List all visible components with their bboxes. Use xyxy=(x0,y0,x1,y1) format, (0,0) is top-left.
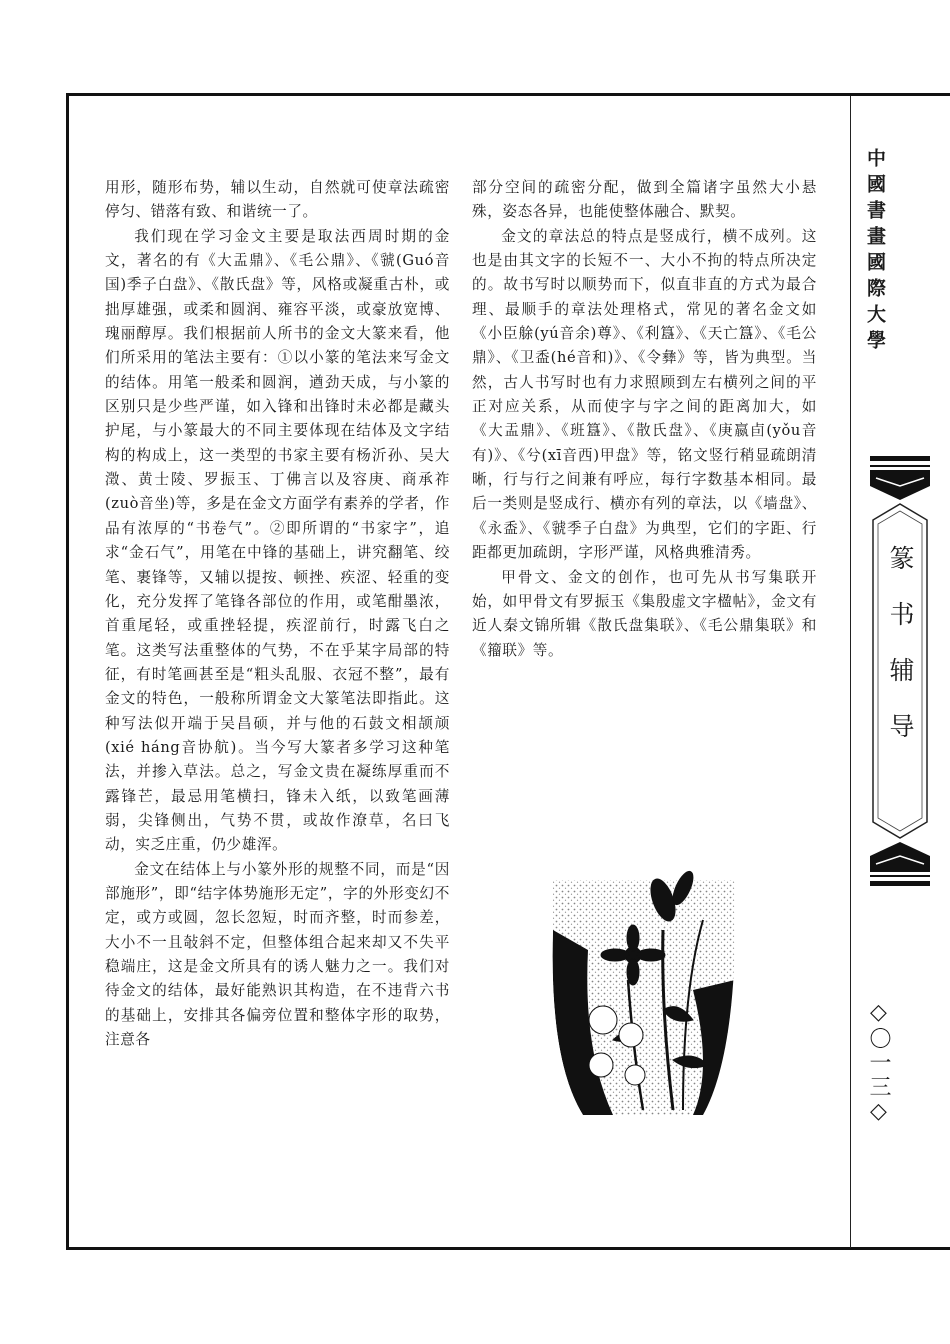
page-number: ◇〇一三◇ xyxy=(866,1000,891,1126)
paragraph: 甲骨文、金文的创作，也可先从书写集联开始，如甲骨文有罗振玉《集殷虚文字楹帖》，金文有近人秦文锦所辑《散氏盘集联》、《毛公鼎集联》和《籀联》等。 xyxy=(472,568,817,659)
paragraph: 金文在结体上与小篆外形的规整不同，而是“因部施形”，即“结字体势施形无定”，字的外形变幻不定，或方或圆，忽长忽短，时而齐整，时而参差，大小不一且敧斜不定，但整体组合起来却又不失平稳端庄，这是金文所具有的诱人魅力之一。我们对待金文的结体，最好能熟识其构造，在不违背六书的基础上，安排其各偏旁位置和整体字形的取势，注意各 xyxy=(105,860,450,1049)
paragraph: 金文的章法总的特点是竖成行，横不成列。这也是由其文字的长短不一、大小不拘的特点所决定的。故书写时以顺势而下，似直非直的方式为最合理、最顺手的章法处理格式，常见的著名金文如《小臣艅(yú音余)尊》、《利簋》、《天亡簋》、《毛公鼎》、《卫盉(hé音和)》、《令彝》等，皆为典型。当然，古人书写时也有力求照顾到左右横列之间的平正对应关系，从而使字与字之间的距离加大，如《大盂鼎》、《班簋》、《散氏盘》、《庚嬴卣(yǒu音有)》、《兮(xī音西)甲盘》等，铭文竖行稍显疏朗清晰，行与行之间兼有呼应，每行字数基本相同。最后一类则是竖成行、横亦有列的章法，以《墙盘》、《永盉》、《虢季子白盘》为典型，它们的字距、行距都更加疏朗，字形严谨，风格典雅清秀。 xyxy=(472,227,817,562)
paragraph: 用形，随形布势，辅以生动，自然就可使章法疏密停匀、错落有致、和谐统一了。 xyxy=(105,179,450,221)
section-band-top xyxy=(870,456,930,500)
paragraph: 我们现在学习金文主要是取法西周时期的金文，著名的有《大盂鼎》、《毛公鼎》、《虢(Guó音国)季子白盘》、《散氏盘》等，风格或凝重古朴，或拙厚雄强，或柔和圆润、雍容平淡，或豪放宽博、瑰丽醇厚。我们根据前人所书的金文大篆来看，他们所采用的笔法主要有：①以小篆的笔法来写金文的结体。用笔一般柔和圆润，遒劲天成，与小篆的区别只是少些严谨，如入锋和出锋时未必都是藏头护尾，与小篆最大的不同主要体现在结体及文字结构的构成上，这一类型的书家主要有杨沂孙、吴大澂、黄士陵、罗振玉、丁佛言以及容庚、商承祚(zuò音坐)等，多是在金文方面学有素养的学者，作品有浓厚的“书卷气”。②即所谓的“书家字”，追求“金石气”，用笔在中锋的基础上，讲究翻笔、绞笔、裹锋等，又辅以提按、顿挫、疾涩、轻重的变化，充分发挥了笔锋各部位的作用，或笔酣墨浓，首重尾轻，或重挫轻提，疾涩前行，时露飞白之笔。这类写法重整体的气势，不在乎某字局部的特征，有时笔画甚至是“粗头乱服、衣冠不整”，最有金文的特色，一般称所谓金文大篆笔法即指此。这种写法似开端于吴昌硕，并与他的石鼓文相颉颃(xié háng音协航)。当今写大篆者多学习这种笔法，并掺入草法。总之，写金文贵在凝练厚重而不露锋芒，最忌用笔横扫，锋未入纸，以致笔画薄弱，尖锋侧出，气势不贯，或故作潦草，名曰飞动，实乏庄重，仍少雄浑。 xyxy=(105,227,450,854)
right-column xyxy=(472,176,817,663)
side-rule xyxy=(850,96,851,1248)
paragraph: 部分空间的疏密分配，做到全篇诸字虽然大小悬殊，姿态各异，也能使整体融合、默契。 xyxy=(472,179,817,221)
flower-woodcut-illustration xyxy=(543,860,739,1120)
university-name: 中國書畫國際大學 xyxy=(864,148,886,356)
section-band-bottom xyxy=(870,842,930,886)
left-column xyxy=(105,176,450,1052)
section-title: 篆书辅导 xyxy=(886,545,915,769)
